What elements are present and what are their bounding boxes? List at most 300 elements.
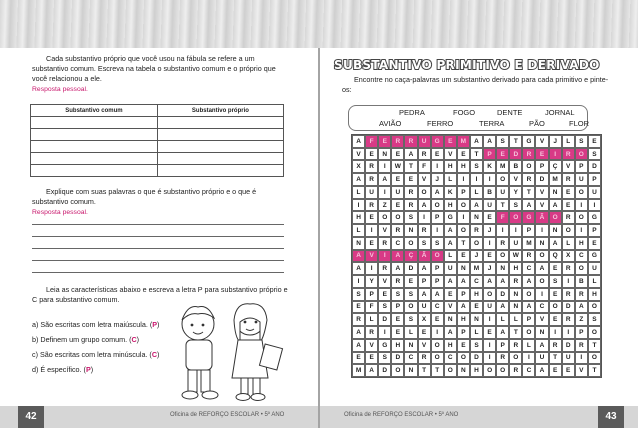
grid-cell[interactable]: U [496,186,509,199]
answer-b[interactable]: C [131,335,137,344]
grid-cell[interactable]: P [391,301,404,314]
grid-cell[interactable]: G [444,211,457,224]
grid-cell[interactable]: O [470,237,483,250]
grid-cell[interactable]: I [431,224,444,237]
grid-cell[interactable]: P [496,339,509,352]
grid-cell[interactable]: V [378,224,391,237]
grid-cell[interactable]: S [378,352,391,365]
grid-cell[interactable]: P [588,224,601,237]
grid-cell[interactable]: I [470,173,483,186]
grid-cell[interactable]: I [483,339,496,352]
grid-cell[interactable]: O [522,326,535,339]
grid-cell[interactable]: O [575,262,588,275]
grid-cell[interactable]: T [457,237,470,250]
grid-cell[interactable]: P [457,288,470,301]
grid-cell[interactable]: A [575,301,588,314]
grid-cell[interactable]: U [575,173,588,186]
grid-cell[interactable]: J [431,173,444,186]
grid-cell[interactable]: H [457,160,470,173]
grid-cell[interactable]: N [496,262,509,275]
grid-cell[interactable]: A [522,301,535,314]
grid-cell[interactable]: D [391,352,404,365]
answer-line[interactable] [32,224,284,225]
grid-cell[interactable]: L [562,135,575,148]
grid-cell[interactable]: A [352,250,365,263]
grid-cell[interactable]: U [483,301,496,314]
grid-cell[interactable]: R [404,186,417,199]
grid-cell[interactable]: U [562,352,575,365]
table-cell[interactable] [157,129,283,141]
grid-cell[interactable]: O [588,301,601,314]
grid-cell[interactable]: O [509,211,522,224]
grid-cell[interactable]: N [352,237,365,250]
grid-cell[interactable]: A [391,250,404,263]
grid-cell[interactable]: R [470,224,483,237]
grid-cell[interactable]: E [404,173,417,186]
grid-cell[interactable]: I [483,237,496,250]
grid-cell[interactable]: I [457,211,470,224]
grid-cell[interactable]: U [483,199,496,212]
grid-cell[interactable]: S [470,339,483,352]
grid-cell[interactable]: D [404,262,417,275]
grid-cell[interactable]: P [522,224,535,237]
grid-cell[interactable]: A [418,288,431,301]
grid-cell[interactable]: D [378,313,391,326]
grid-cell[interactable]: E [496,148,509,161]
grid-cell[interactable]: N [457,364,470,377]
grid-cell[interactable]: N [509,288,522,301]
grid-cell[interactable]: I [378,250,391,263]
grid-cell[interactable]: E [352,352,365,365]
grid-cell[interactable]: O [535,275,548,288]
grid-cell[interactable]: E [535,148,548,161]
grid-cell[interactable]: S [588,148,601,161]
grid-cell[interactable]: A [352,173,365,186]
grid-cell[interactable]: R [365,173,378,186]
grid-cell[interactable]: O [496,173,509,186]
grid-cell[interactable]: V [444,148,457,161]
grid-cell[interactable]: N [378,148,391,161]
grid-cell[interactable]: P [535,160,548,173]
grid-cell[interactable]: I [549,148,562,161]
grid-cell[interactable]: E [588,237,601,250]
grid-cell[interactable]: A [444,275,457,288]
grid-cell[interactable]: Ç [549,160,562,173]
grid-cell[interactable]: O [457,224,470,237]
grid-cell[interactable]: U [535,352,548,365]
grid-cell[interactable]: S [496,135,509,148]
grid-cell[interactable]: E [470,301,483,314]
grid-cell[interactable]: S [404,288,417,301]
grid-cell[interactable]: F [365,135,378,148]
grid-cell[interactable]: F [496,211,509,224]
grid-cell[interactable]: I [535,224,548,237]
grid-cell[interactable]: I [575,224,588,237]
grid-cell[interactable]: I [588,199,601,212]
grid-cell[interactable]: G [378,339,391,352]
grid-cell[interactable]: E [549,288,562,301]
grid-cell[interactable]: O [575,148,588,161]
grid-cell[interactable]: U [444,262,457,275]
grid-cell[interactable]: V [509,173,522,186]
grid-cell[interactable]: O [575,186,588,199]
grid-cell[interactable]: R [418,352,431,365]
grid-cell[interactable]: B [483,186,496,199]
grid-cell[interactable]: C [470,275,483,288]
grid-cell[interactable]: G [588,250,601,263]
grid-cell[interactable]: H [575,237,588,250]
grid-cell[interactable]: I [509,224,522,237]
grid-cell[interactable]: A [431,186,444,199]
grid-cell[interactable]: I [575,199,588,212]
answer-c[interactable]: C [151,350,158,359]
grid-cell[interactable]: Ã [418,250,431,263]
grid-cell[interactable]: D [470,352,483,365]
grid-cell[interactable]: N [535,326,548,339]
grid-cell[interactable]: Q [549,250,562,263]
grid-cell[interactable]: X [352,160,365,173]
grid-cell[interactable]: D [535,173,548,186]
grid-cell[interactable]: A [535,364,548,377]
grid-cell[interactable]: B [575,275,588,288]
grid-cell[interactable]: V [444,301,457,314]
grid-cell[interactable]: O [431,352,444,365]
grid-cell[interactable]: T [549,352,562,365]
grid-cell[interactable]: I [535,288,548,301]
grid-cell[interactable]: Y [509,186,522,199]
grid-cell[interactable]: A [444,326,457,339]
grid-cell[interactable]: H [352,211,365,224]
grid-cell[interactable]: P [365,288,378,301]
answer-d[interactable]: P [85,365,91,374]
grid-cell[interactable]: P [522,313,535,326]
grid-cell[interactable]: T [496,199,509,212]
table-cell[interactable] [31,141,158,153]
grid-cell[interactable]: E [457,148,470,161]
table-cell[interactable] [157,117,283,129]
grid-cell[interactable]: I [431,160,444,173]
grid-cell[interactable]: A [483,135,496,148]
grid-cell[interactable]: M [457,135,470,148]
grid-cell[interactable]: O [483,364,496,377]
grid-cell[interactable]: E [365,148,378,161]
grid-cell[interactable]: R [404,199,417,212]
grid-cell[interactable]: E [483,326,496,339]
grid-cell[interactable]: S [404,313,417,326]
grid-cell[interactable]: R [522,173,535,186]
grid-cell[interactable]: E [457,250,470,263]
grid-cell[interactable]: C [522,364,535,377]
grid-cell[interactable]: A [352,135,365,148]
grid-cell[interactable]: V [365,250,378,263]
grid-cell[interactable]: H [444,199,457,212]
grid-cell[interactable]: A [365,364,378,377]
table-cell[interactable] [31,165,158,177]
grid-cell[interactable]: T [509,135,522,148]
grid-cell[interactable]: P [431,275,444,288]
grid-cell[interactable]: N [549,186,562,199]
table-cell[interactable] [157,141,283,153]
grid-cell[interactable]: O [522,288,535,301]
grid-cell[interactable]: I [431,326,444,339]
grid-cell[interactable]: E [391,313,404,326]
grid-cell[interactable]: P [431,211,444,224]
grid-cell[interactable]: A [496,301,509,314]
grid-cell[interactable]: A [352,339,365,352]
grid-cell[interactable]: C [535,301,548,314]
grid-cell[interactable]: O [588,352,601,365]
grid-cell[interactable]: A [352,326,365,339]
grid-cell[interactable]: M [522,237,535,250]
grid-cell[interactable]: E [431,313,444,326]
grid-cell[interactable]: F [418,160,431,173]
answer-line[interactable] [32,236,284,237]
grid-cell[interactable]: A [378,173,391,186]
grid-cell[interactable]: O [535,250,548,263]
grid-cell[interactable]: I [378,186,391,199]
grid-cell[interactable]: Ã [535,211,548,224]
grid-cell[interactable]: P [588,173,601,186]
grid-cell[interactable]: O [562,224,575,237]
grid-cell[interactable]: V [535,199,548,212]
grid-cell[interactable]: R [418,148,431,161]
grid-cell[interactable]: X [562,250,575,263]
grid-cell[interactable]: A [496,275,509,288]
grid-cell[interactable]: R [522,148,535,161]
grid-cell[interactable]: U [391,186,404,199]
grid-cell[interactable]: E [457,339,470,352]
grid-cell[interactable]: E [431,148,444,161]
grid-cell[interactable]: G [522,135,535,148]
grid-cell[interactable]: O [549,211,562,224]
grid-cell[interactable]: V [535,135,548,148]
grid-cell[interactable]: R [378,262,391,275]
grid-cell[interactable]: I [457,173,470,186]
grid-cell[interactable]: A [483,275,496,288]
grid-cell[interactable]: S [378,301,391,314]
grid-cell[interactable]: A [431,288,444,301]
grid-cell[interactable]: V [378,275,391,288]
grid-cell[interactable]: E [378,288,391,301]
grid-cell[interactable]: N [404,364,417,377]
grid-cell[interactable]: S [418,237,431,250]
grid-cell[interactable]: A [549,237,562,250]
grid-cell[interactable]: T [418,364,431,377]
grid-cell[interactable]: A [549,199,562,212]
grid-cell[interactable]: D [496,288,509,301]
grid-cell[interactable]: E [588,135,601,148]
grid-cell[interactable]: F [365,301,378,314]
table-cell[interactable] [31,153,158,165]
grid-cell[interactable]: O [457,199,470,212]
grid-cell[interactable]: N [549,224,562,237]
grid-cell[interactable]: O [496,250,509,263]
grid-cell[interactable]: U [588,262,601,275]
grid-cell[interactable]: L [444,173,457,186]
grid-cell[interactable]: L [352,186,365,199]
grid-cell[interactable]: L [352,224,365,237]
grid-cell[interactable]: E [391,199,404,212]
grid-cell[interactable]: W [391,160,404,173]
grid-cell[interactable]: U [418,135,431,148]
grid-cell[interactable]: L [562,237,575,250]
grid-cell[interactable]: E [352,301,365,314]
grid-cell[interactable]: S [549,275,562,288]
grid-cell[interactable]: R [562,313,575,326]
grid-cell[interactable]: P [575,160,588,173]
grid-cell[interactable]: T [404,160,417,173]
grid-cell[interactable]: T [588,339,601,352]
grid-cell[interactable]: T [509,326,522,339]
grid-cell[interactable]: R [562,288,575,301]
grid-cell[interactable]: N [470,211,483,224]
grid-cell[interactable]: V [562,160,575,173]
grid-cell[interactable]: I [575,352,588,365]
answer-line[interactable] [32,248,284,249]
grid-cell[interactable]: M [352,364,365,377]
table-cell[interactable] [31,129,158,141]
grid-cell[interactable]: A [444,224,457,237]
grid-cell[interactable]: M [496,160,509,173]
grid-cell[interactable]: R [509,339,522,352]
grid-cell[interactable]: A [496,326,509,339]
grid-cell[interactable]: E [562,364,575,377]
grid-cell[interactable]: K [444,186,457,199]
grid-cell[interactable]: G [588,211,601,224]
grid-cell[interactable]: I [562,326,575,339]
grid-cell[interactable]: I [365,224,378,237]
grid-cell[interactable]: O [431,339,444,352]
table-cell[interactable] [157,165,283,177]
grid-cell[interactable]: I [483,352,496,365]
grid-cell[interactable]: O [378,211,391,224]
grid-cell[interactable]: R [496,352,509,365]
grid-cell[interactable]: E [444,135,457,148]
grid-cell[interactable]: E [562,199,575,212]
grid-cell[interactable]: R [562,262,575,275]
grid-cell[interactable]: V [535,313,548,326]
grid-cell[interactable]: O [404,301,417,314]
grid-cell[interactable]: S [352,288,365,301]
grid-cell[interactable]: N [404,224,417,237]
grid-cell[interactable]: V [575,364,588,377]
grid-cell[interactable]: A [444,237,457,250]
grid-cell[interactable]: E [365,211,378,224]
grid-cell[interactable]: J [470,250,483,263]
grid-cell[interactable]: V [535,186,548,199]
grid-cell[interactable]: G [431,135,444,148]
grid-cell[interactable]: C [575,250,588,263]
grid-cell[interactable]: U [509,237,522,250]
grid-cell[interactable]: R [562,148,575,161]
grid-cell[interactable]: O [431,199,444,212]
grid-cell[interactable]: E [391,148,404,161]
grid-cell[interactable]: D [562,301,575,314]
grid-cell[interactable]: L [509,313,522,326]
grid-cell[interactable]: O [418,186,431,199]
grid-cell[interactable]: R [391,224,404,237]
grid-cell[interactable]: R [391,275,404,288]
grid-cell[interactable]: R [522,250,535,263]
grid-cell[interactable]: I [378,160,391,173]
grid-cell[interactable]: O [549,301,562,314]
grid-cell[interactable]: C [444,352,457,365]
grid-cell[interactable]: O [575,211,588,224]
grid-cell[interactable]: E [483,211,496,224]
grid-cell[interactable]: E [549,313,562,326]
grid-cell[interactable]: O [404,237,417,250]
grid-cell[interactable]: H [509,262,522,275]
grid-cell[interactable]: T [522,186,535,199]
grid-cell[interactable]: U [365,186,378,199]
grid-cell[interactable]: B [509,160,522,173]
answer-line[interactable] [32,260,284,261]
grid-cell[interactable]: L [444,250,457,263]
grid-cell[interactable]: I [483,313,496,326]
grid-cell[interactable]: A [470,199,483,212]
grid-cell[interactable]: A [522,275,535,288]
grid-cell[interactable]: I [365,262,378,275]
grid-cell[interactable]: A [535,262,548,275]
grid-cell[interactable]: O [391,211,404,224]
grid-cell[interactable]: T [431,364,444,377]
grid-cell[interactable]: C [522,262,535,275]
grid-cell[interactable]: D [378,364,391,377]
grid-cell[interactable]: T [588,364,601,377]
grid-cell[interactable]: D [509,148,522,161]
grid-cell[interactable]: E [444,288,457,301]
grid-cell[interactable]: R [549,339,562,352]
grid-cell[interactable]: E [549,262,562,275]
grid-cell[interactable]: O [391,364,404,377]
grid-cell[interactable]: L [470,326,483,339]
grid-cell[interactable]: S [431,237,444,250]
grid-cell[interactable]: H [444,160,457,173]
grid-cell[interactable]: K [483,160,496,173]
grid-cell[interactable]: N [404,339,417,352]
table-cell[interactable] [31,117,158,129]
grid-cell[interactable]: A [404,148,417,161]
grid-cell[interactable]: L [365,313,378,326]
grid-cell[interactable]: H [588,288,601,301]
grid-cell[interactable]: J [483,262,496,275]
grid-cell[interactable]: U [588,186,601,199]
grid-cell[interactable]: V [352,148,365,161]
grid-cell[interactable]: V [418,339,431,352]
grid-cell[interactable]: H [470,364,483,377]
grid-cell[interactable]: A [470,135,483,148]
grid-cell[interactable]: L [522,339,535,352]
answer-a[interactable]: P [152,320,158,329]
grid-cell[interactable]: E [391,173,404,186]
grid-cell[interactable]: H [391,339,404,352]
grid-cell[interactable]: S [509,199,522,212]
grid-cell[interactable]: W [509,250,522,263]
grid-cell[interactable]: R [562,173,575,186]
grid-cell[interactable]: N [535,237,548,250]
grid-cell[interactable]: S [404,211,417,224]
grid-cell[interactable]: R [496,237,509,250]
grid-cell[interactable]: O [483,288,496,301]
grid-cell[interactable]: E [391,326,404,339]
grid-cell[interactable]: R [509,275,522,288]
grid-cell[interactable]: U [418,301,431,314]
grid-cell[interactable]: P [575,326,588,339]
grid-cell[interactable]: R [575,288,588,301]
grid-cell[interactable]: S [575,135,588,148]
grid-cell[interactable]: L [404,326,417,339]
grid-cell[interactable]: R [418,224,431,237]
